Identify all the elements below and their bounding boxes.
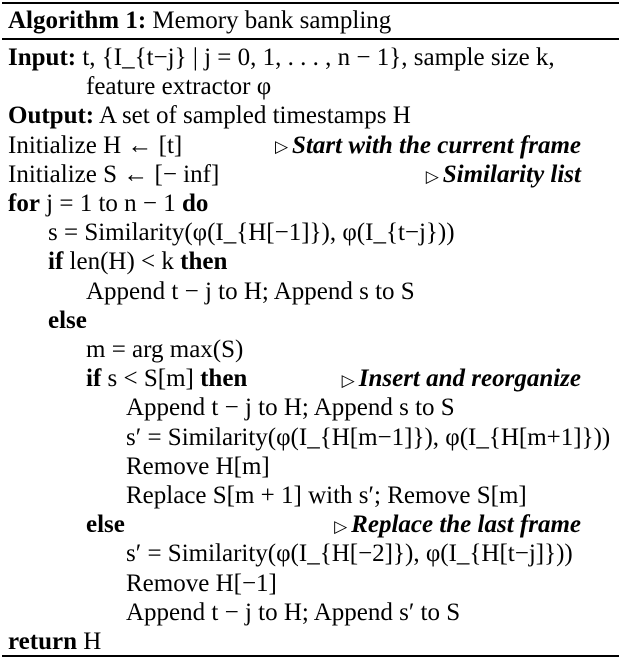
triangle-icon: ▷ xyxy=(425,166,439,186)
comment-text: Start with the current frame xyxy=(292,131,581,159)
line-if-s xyxy=(86,364,247,393)
comment-else-2 xyxy=(334,510,581,541)
statement: Initialize H ← [t] xyxy=(8,131,183,159)
line-remove-1 xyxy=(126,452,270,481)
statement: Replace S[m + 1] with s′; Remove S[m] xyxy=(126,482,527,509)
line-output xyxy=(8,101,411,130)
keyword: Input: xyxy=(8,44,77,71)
comment-init-h xyxy=(275,131,581,162)
top-rule xyxy=(2,2,619,4)
keyword: else xyxy=(48,306,87,334)
comment-text: Insert and reorganize xyxy=(358,365,581,393)
statement: len(H) < k xyxy=(69,248,174,276)
line-init-s xyxy=(8,160,219,189)
line-else-2 xyxy=(86,510,125,539)
statement: Remove H[−1] xyxy=(126,569,277,597)
statement: s′ = Similarity(φ(I_{H[−2]}), φ(I_{H[t−j]})) xyxy=(126,540,573,568)
statement: t, {I_{t−j} | j = 0, 1, . . . , n − 1}, sample size k, xyxy=(82,44,555,71)
keyword: then xyxy=(200,365,248,393)
line-if-len xyxy=(48,247,227,276)
line-append-3 xyxy=(126,598,460,627)
keyword: for xyxy=(8,190,40,217)
line-for xyxy=(8,189,208,218)
statement: s = Similarity(φ(I_{H[−1]}), φ(I_{t−j})) xyxy=(48,219,455,247)
triangle-icon: ▷ xyxy=(274,137,289,157)
triangle-icon: ▷ xyxy=(334,516,348,536)
line-append-1 xyxy=(86,277,415,306)
line-else-1 xyxy=(48,306,87,335)
keyword: if xyxy=(48,248,64,276)
statement: feature extractor φ xyxy=(86,73,272,101)
statement: Append t − j to H; Append s to S xyxy=(126,394,455,422)
comment-text: Similarity list xyxy=(442,160,581,188)
line-append-2 xyxy=(126,393,455,422)
statement: H xyxy=(83,628,102,655)
statement: Remove H[m] xyxy=(126,452,270,480)
statement: Append t − j to H; Append s′ to S xyxy=(126,598,461,626)
comment-text: Replace the last frame xyxy=(351,511,581,539)
keyword: do xyxy=(182,190,209,217)
keyword: return xyxy=(8,628,77,655)
algorithm-label: Algorithm 1: xyxy=(8,7,147,34)
line-return xyxy=(8,627,101,656)
statement: j = 1 to n − 1 xyxy=(46,190,176,217)
statement: s < S[m] xyxy=(107,365,194,393)
line-sim xyxy=(48,218,455,247)
statement: Append t − j to H; Append s to S xyxy=(86,277,415,305)
triangle-icon: ▷ xyxy=(341,370,355,390)
comment-if-s xyxy=(342,364,581,395)
line-input-1 xyxy=(8,43,555,72)
line-input-2 xyxy=(86,72,271,101)
statement: A set of sampled timestamps H xyxy=(99,102,411,130)
bottom-rule xyxy=(2,655,619,657)
keyword: Output: xyxy=(8,102,95,130)
line-sim-3 xyxy=(126,539,573,568)
line-sim-2 xyxy=(126,423,610,452)
line-argmax xyxy=(86,335,243,364)
statement: Initialize S ← [− inf] xyxy=(8,160,220,188)
line-replace xyxy=(126,481,527,510)
statement: m = arg max(S) xyxy=(86,336,244,363)
keyword: else xyxy=(86,511,125,539)
statement: s′ = Similarity(φ(I_{H[m−1]}), φ(I_{H[m+1]})) xyxy=(126,423,611,451)
algorithm-title xyxy=(8,6,391,36)
comment-init-s xyxy=(426,160,581,191)
keyword: then xyxy=(180,248,228,276)
line-init-h xyxy=(8,131,182,160)
line-remove-2 xyxy=(126,569,277,598)
header-rule xyxy=(2,38,619,40)
algorithm-name: Memory bank sampling xyxy=(152,7,392,34)
keyword: if xyxy=(86,365,102,393)
